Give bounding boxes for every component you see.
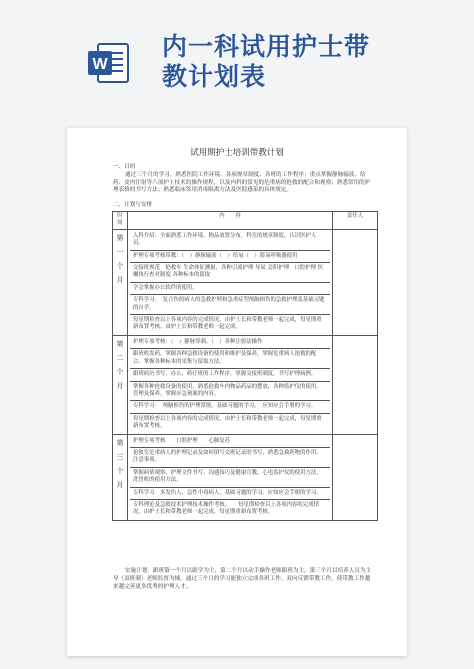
table-header-row	[113, 212, 378, 230]
list-item: 掌握病情观察、护理文件书写、沟通技巧及健康宣教，心电监护仪的使用方法，洗胃机的使用方法。	[130, 468, 330, 488]
word-icon-letter: W	[92, 56, 108, 73]
period-month-2: 第二个月	[113, 335, 128, 434]
list-item: 专科理论及急救技术护理技术操作考核。 每星期检查以上各项内容的完成情况，由护士长和带教老师一起完成，每星期重新布置考核。	[133, 501, 319, 516]
list-item: 护理专项考核：（ ）静脉穿刺、（ ）各种注射法操作	[130, 337, 330, 349]
section-purpose-heading: 一、目的	[113, 164, 136, 170]
section-plan-heading: 二、计划与安排	[113, 202, 153, 208]
list-item: 跟班病历书写、办公，药疗班的工作程序，掌握交接班制度，书写护理病例。	[130, 369, 330, 381]
period-month-3: 第三个月	[113, 434, 128, 520]
document-page	[67, 128, 407, 656]
document-title-line-2: 教计划表	[162, 62, 267, 91]
table-row-month-1	[113, 229, 378, 335]
list-item: 专科学习： 颅脑损伤的护理常规，基础习题的学习。 应知应会手册的学习。	[130, 401, 330, 413]
list-item: 跟班收发药，掌握各种急救设备的使用和维护及保养，掌握危重病人抢救的配合。掌握各种标本的采集与留取方法。	[130, 349, 330, 369]
responsible-month-3	[333, 434, 378, 520]
list-item: 专科学习 多发伤人、急性中毒病人，基础习题的学习。应知应会手册的学习。	[130, 488, 330, 500]
implementation-plan-text: 实施计划：跟班第一个月以跟学为主，第二个月以动手操作老师跟班为主，第三个月以培养人员为主导（双班制）老师监督为辅，通过三个月的学习能独立完成各班工作。双向反馈带教工作，使带教工作越来越完善更多优秀的护理人才。	[113, 568, 372, 590]
plan-title: 试用期护士培训带教计划	[190, 148, 284, 158]
content-month-2	[128, 335, 333, 434]
document-title-line-1: 内一科试用护士带	[162, 32, 371, 61]
header-time: 时间	[113, 212, 128, 230]
responsible-month-1	[333, 229, 378, 335]
responsible-month-2	[333, 335, 378, 434]
header-responsible: 责任人	[333, 212, 378, 230]
list-item: 交接班规范 抢救车 生命体征测量，各种引流护理 导尿 会阴护理 口腔护理 医嘱执行查对制度 各种标本的留取	[130, 263, 330, 283]
document-title	[162, 32, 452, 92]
word-document-icon	[84, 39, 132, 87]
list-item: 专科学习： 复合伤的病人的急救护理和急重症型颅脑损伤的急救护理及基础习题的自学。	[130, 295, 330, 315]
table-row-month-3	[113, 434, 378, 520]
list-item: 掌握各种抢救设备的使用，熟悉抢救车内物品药品的摆放，各种监护仪的使用、管理及保养，掌握应急预案的内容。	[130, 382, 330, 402]
list-item: 护理专项考核 口腔护理 心肺复苏	[130, 436, 330, 448]
list-item: 每星期检查以上各项内容的完成情况，由护士长和带教老师一起完成，每星期重新布置考核。	[133, 415, 322, 430]
table-row-month-2	[113, 335, 378, 434]
list-item: 学会掌握办公软件的使用。	[130, 283, 330, 295]
list-item: 抢救室危重病人的护理记录及如何填写交班记录的书写，熟悉急救药物的作用、注意事项。	[130, 448, 330, 468]
period-month-1: 第一个月	[113, 229, 128, 335]
training-plan-table	[112, 211, 378, 521]
list-item: 入科介绍：全面熟悉工作环境、物品放置分布，科室的规章制度，认识医护人员。	[130, 231, 330, 251]
content-month-1	[128, 229, 333, 335]
list-item: 护理专项考核带教：（ ）静脉输液（ ）给氧（ ）简易呼吸器使用	[130, 251, 330, 263]
list-item: 每星期检查以上各项内容的完成情况，由护士长和带教老师一起完成，每星期重新布置考核。由护士长和带教老师一起完成。	[133, 317, 322, 331]
header-content: 内 容	[128, 212, 333, 230]
content-month-3	[128, 434, 333, 520]
page-header	[0, 0, 474, 108]
section-purpose-text: 通过三个月的学习，熟悉医院工作环境、各项规章制度、各班的工作程序；重点掌握静脉输液、给药、皮内注射等六项护士技术的操作规程，以及内科的常见的危重病的抢救的配合和观察；熟悉常用的护理表格的书写方法；熟悉临床常用消毒隔离方法及医院感染的具体规定。	[113, 172, 371, 194]
